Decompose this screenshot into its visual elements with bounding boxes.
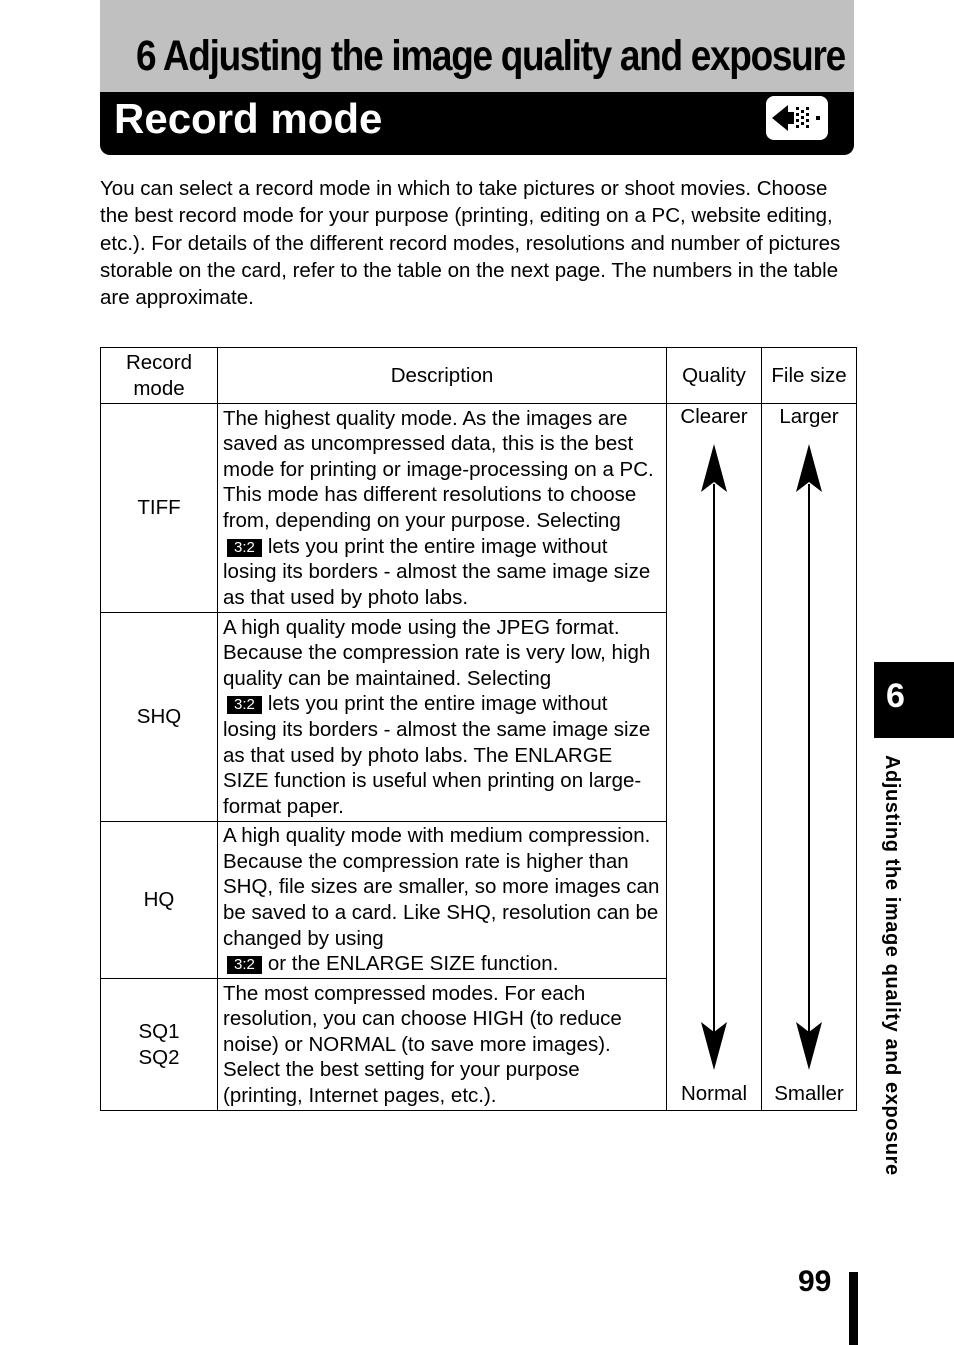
- file-size-scale-cell: [762, 404, 857, 1111]
- mode-cell-shq: SHQ: [101, 613, 218, 822]
- section-title: Record mode: [114, 95, 383, 142]
- chapter-title: 6 Adjusting the image quality and exposure: [136, 32, 845, 80]
- header-file-size: File size: [762, 348, 857, 404]
- description-cell: The most compressed modes. For each resolution, you can choose HIGH (to reduce noise) or NORMAL (to save more images). Select the best setting for your purpose (printing, Internet pages, etc.).: [218, 979, 667, 1111]
- mode-cell-hq: HQ: [101, 822, 218, 979]
- ratio-3-2-badge: 3:2: [227, 956, 262, 974]
- page-number: 99: [798, 1265, 832, 1298]
- mode-cell-tiff: TIFF: [101, 404, 218, 613]
- record-mode-table: [100, 347, 857, 1111]
- header-quality: Quality: [667, 348, 762, 404]
- chapter-tab-number: 6: [886, 677, 905, 715]
- size-top-label: Larger: [779, 405, 839, 428]
- record-mode-icon: [766, 96, 828, 140]
- quality-arrow-icon: [667, 404, 761, 1112]
- ratio-3-2-badge: 3:2: [227, 696, 262, 714]
- chapter-side-label: Adjusting the image quality and exposure: [881, 755, 903, 1176]
- mode-cell-sq: SQ1 SQ2: [101, 979, 218, 1111]
- header-description: Description: [218, 348, 667, 404]
- description-cell: The highest quality mode. As the images are saved as uncompressed data, this is the best mode for printing or image-processing on a PC. This mode has different resolutions to choose from, depending on your purpose. Selecting3:2 lets you print the entire image without losing its borders - almost the same image size as that used by photo labs.: [218, 404, 667, 613]
- description-cell: A high quality mode with medium compression. Because the compression rate is higher than SHQ, file sizes are smaller, so more images can be saved to a card. Like SHQ, resolution can be changed by using 3:2 or the ENLARGE SIZE function.: [218, 822, 667, 979]
- chapter-tab: [874, 662, 954, 738]
- section-header-bar: [100, 92, 854, 155]
- table-row: [101, 404, 857, 613]
- quality-top-label: Clearer: [680, 405, 748, 428]
- ratio-3-2-badge: 3:2: [227, 539, 262, 557]
- file-size-arrow-icon: [762, 404, 856, 1112]
- quality-bottom-label: Normal: [680, 1082, 748, 1106]
- page-number-bar: [849, 1272, 858, 1345]
- intro-paragraph: You can select a record mode in which to take pictures or shoot movies. Choose the best record mode for your purpose (printing, editing on a PC, website editing, etc.). For details of the different record modes, resolutions and number of pictures storable on the card, refer to the table on the next page. The numbers in the table are approximate.: [100, 177, 841, 310]
- size-bottom-label: Smaller: [774, 1082, 844, 1106]
- description-cell: A high quality mode using the JPEG format. Because the compression rate is very low, high quality can be maintained. Selecting 3:2 lets you print the entire image without losing its borders - almost the same image size as that used by photo labs. The ENLARGE SIZE function is useful when printing on large-format paper.: [218, 613, 667, 822]
- header-record-mode: Record mode: [101, 348, 218, 404]
- quality-scale-cell: [667, 404, 762, 1111]
- table-header-row: [101, 348, 857, 404]
